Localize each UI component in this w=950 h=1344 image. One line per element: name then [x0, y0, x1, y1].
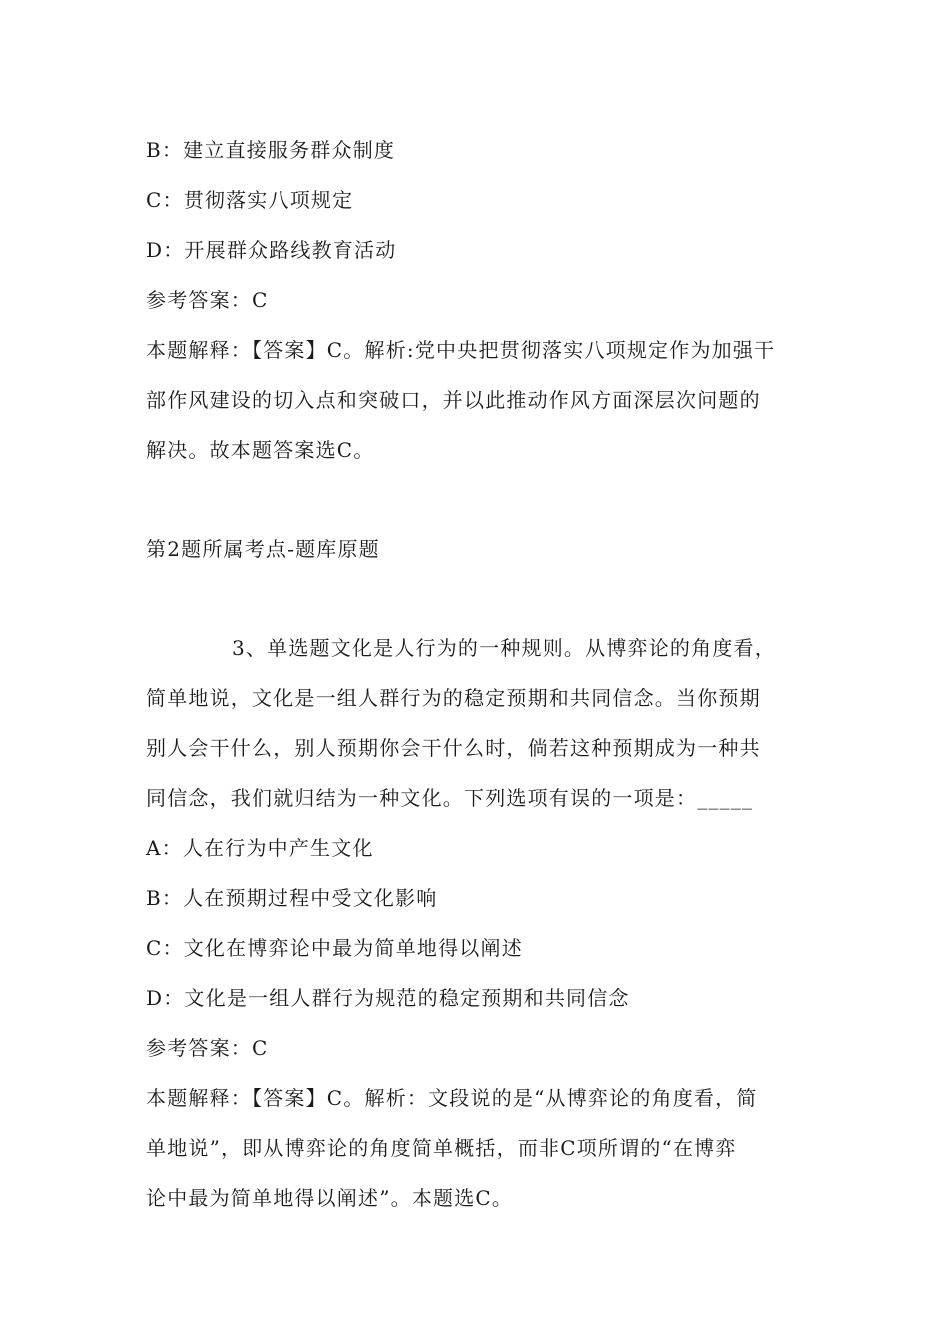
q1-option-c: C：贯彻落实八项规定	[146, 188, 354, 212]
q3-option-a: A：人在行为中产生文化	[146, 836, 374, 860]
q3-explanation-line-2: 单地说”，即从博弈论的角度简单概括，而非C项所谓的“在博弈	[146, 1136, 737, 1160]
q1-answer: 参考答案：C	[146, 288, 269, 312]
q3-stem-line-4: 同信念，我们就归结为一种文化。下列选项有误的一项是：_____	[146, 786, 754, 810]
section-note: 第2题所属考点-题库原题	[146, 537, 380, 561]
q1-option-b: B：建立直接服务群众制度	[146, 138, 396, 162]
q3-option-b: B：人在预期过程中受文化影响	[146, 886, 438, 910]
q3-option-d: D：文化是一组人群行为规范的稳定预期和共同信念	[146, 986, 630, 1010]
q3-stem-line-3: 别人会干什么，别人预期你会干什么时，倘若这种预期成为一种共	[146, 736, 761, 760]
q1-explanation-line-1: 本题解释：【答案】C。解析:党中央把贯彻落实八项规定作为加强干	[146, 338, 776, 362]
q3-explanation-line-3: 论中最为简单地得以阐述”。本题选C。	[146, 1186, 514, 1210]
q3-option-c: C：文化在博弈论中最为简单地得以阐述	[146, 936, 523, 960]
q3-answer: 参考答案：C	[146, 1036, 269, 1060]
q1-explanation-line-3: 解决。故本题答案选C。	[146, 438, 375, 462]
q3-explanation-line-1: 本题解释：【答案】C。解析：文段说的是“从博弈论的角度看，简	[146, 1086, 758, 1110]
q1-option-d: D：开展群众路线教育活动	[146, 238, 397, 262]
q3-stem-line-2: 简单地说，文化是一组人群行为的稳定预期和共同信念。当你预期	[146, 686, 761, 710]
q1-explanation-line-2: 部作风建设的切入点和突破口，并以此推动作风方面深层次问题的	[146, 388, 761, 412]
q3-stem-line-1: 3、单选题文化是人行为的一种规则。从博弈论的角度看，	[232, 636, 776, 660]
